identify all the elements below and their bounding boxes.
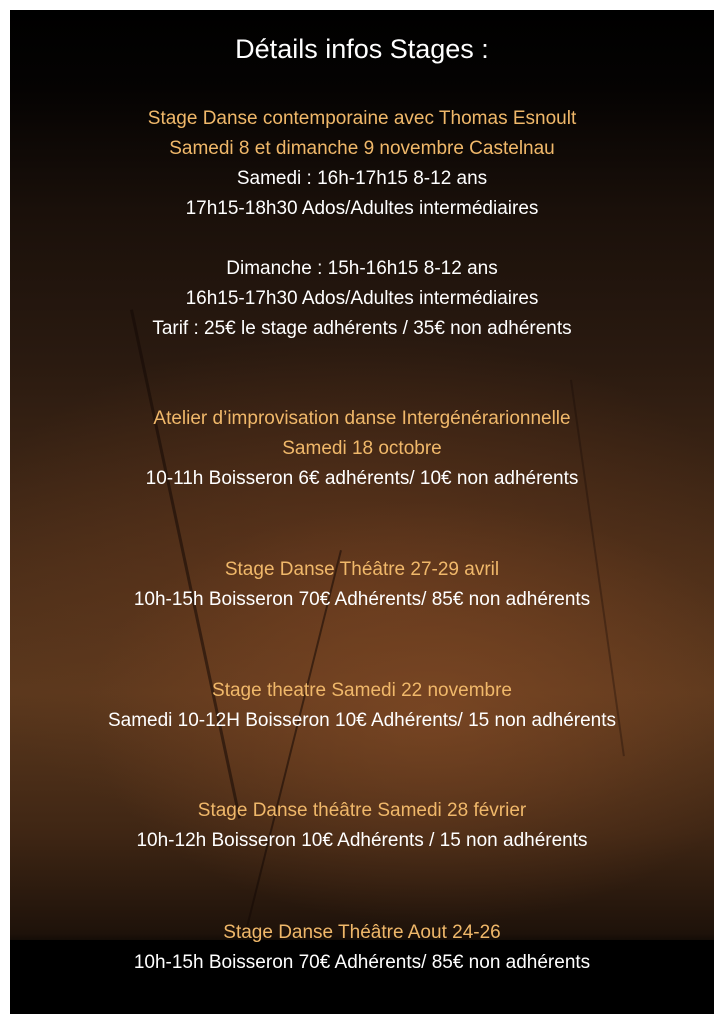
page-title: Détails infos Stages : bbox=[235, 34, 489, 64]
stage-heading: Stage Danse théâtre Samedi 28 février bbox=[197, 800, 527, 821]
stage-detail-spacer bbox=[10, 224, 714, 254]
stage-date: Samedi 18 octobre bbox=[282, 438, 442, 459]
stage-detail: 10h-15h Boisseron 70€ Adhérents/ 85€ non adhérents bbox=[133, 952, 591, 973]
stage-detail: Samedi 10-12H Boisseron 10€ Adhérents/ 15 non adhérents bbox=[107, 710, 617, 731]
stage-detail: 10-11h Boisseron 6€ adhérents/ 10€ non adhérents bbox=[145, 468, 579, 489]
stage-detail: 17h15-18h30 Ados/Adultes intermédiaires bbox=[185, 198, 539, 219]
stage-price: Tarif : 25€ le stage adhérents / 35€ non adhérents bbox=[152, 318, 572, 339]
stage-detail: 16h15-17h30 Ados/Adultes intermédiaires bbox=[185, 288, 539, 309]
stage-heading: Stage Danse contemporaine avec Thomas Esnoult bbox=[147, 108, 577, 129]
stage-date: Samedi 8 et dimanche 9 novembre Castelnau bbox=[169, 138, 555, 159]
poster bbox=[10, 10, 714, 1014]
stage-block-6 bbox=[10, 918, 714, 978]
stage-block-5 bbox=[10, 796, 714, 856]
stage-heading: Atelier d’improvisation danse Intergénérarionnelle bbox=[153, 408, 571, 429]
stage-detail: 10h-12h Boisseron 10€ Adhérents / 15 non adhérents bbox=[136, 830, 588, 851]
stage-block-2 bbox=[10, 404, 714, 494]
stage-block-3 bbox=[10, 555, 714, 615]
stage-heading: Stage Danse Théâtre Aout 24-26 bbox=[223, 922, 501, 943]
stage-detail: Dimanche : 15h-16h15 8-12 ans bbox=[226, 258, 498, 279]
stage-heading: Stage Danse Théâtre 27-29 avril bbox=[224, 559, 500, 580]
stage-block-4 bbox=[10, 676, 714, 736]
stage-block-1 bbox=[10, 104, 714, 344]
stage-heading: Stage theatre Samedi 22 novembre bbox=[212, 680, 512, 701]
stage-detail: Samedi : 16h-17h15 8-12 ans bbox=[236, 168, 488, 189]
stage-detail: 10h-15h Boisseron 70€ Adhérents/ 85€ non adhérents bbox=[133, 589, 591, 610]
